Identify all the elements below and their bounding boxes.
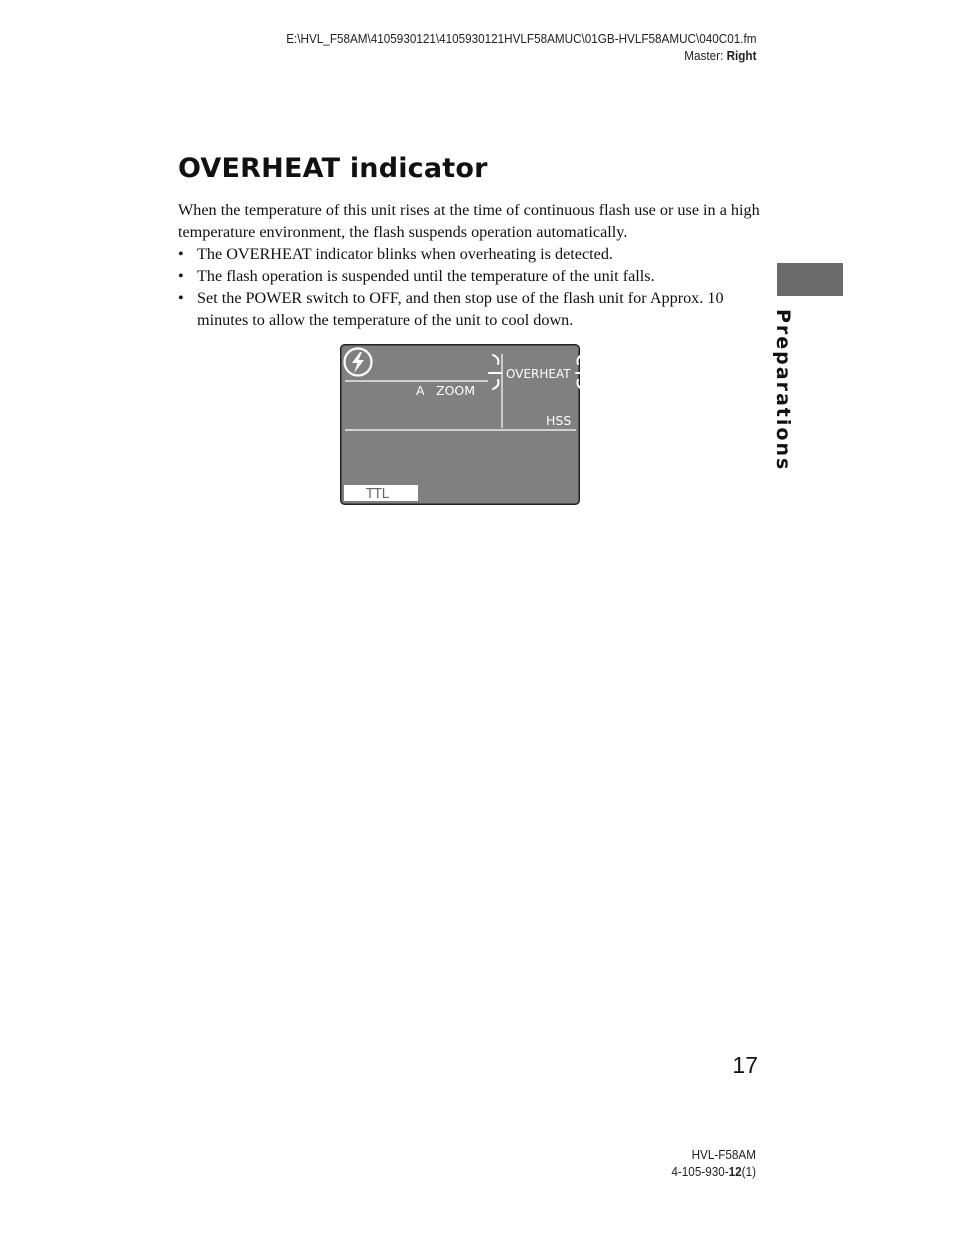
hss-indicator: HSS [546, 413, 572, 428]
bullet-item: • Set the POWER switch to OFF, and then stop use of the flash unit for Approx. 10 minutes to allow the temperature of the unit to cool down. [178, 287, 768, 331]
side-tab-label: Preparations [772, 309, 794, 472]
bullet-item: • The flash operation is suspended until the temperature of the unit falls. [178, 265, 768, 287]
lcd-panel [340, 344, 580, 505]
master-label: Master: [683, 48, 727, 63]
lcd-illustration [340, 344, 580, 505]
section-title: OVERHEAT indicator [178, 153, 488, 184]
page-number: 17 [732, 1052, 758, 1078]
page-footer [671, 1146, 756, 1180]
model-name: HVL-F58AM [691, 1147, 756, 1162]
file-path: E:\HVL_F58AM\4105930121\4105930121HVLF58AMUC\01GB-HVLF58AMUC\040C01.fm [285, 31, 756, 46]
intro-paragraph: When the temperature of this unit rises at the time of continuous flash use or use in a high temperature environment, the flash suspends operation automatically. [178, 201, 760, 241]
section-tab [777, 263, 843, 296]
zoom-label: ZOOM [436, 383, 476, 398]
document-code: 4-105-930-12(1) [671, 1164, 756, 1179]
bullet-item: • The OVERHEAT indicator blinks when overheating is detected. [178, 243, 768, 265]
file-header [286, 30, 756, 64]
bullet-list [178, 243, 768, 331]
mode-ttl: TTL [366, 487, 389, 502]
overheat-indicator: OVERHEAT [506, 367, 571, 381]
zoom-mode: A [416, 383, 425, 398]
master-value: Right [726, 48, 756, 63]
master-line [286, 47, 756, 64]
